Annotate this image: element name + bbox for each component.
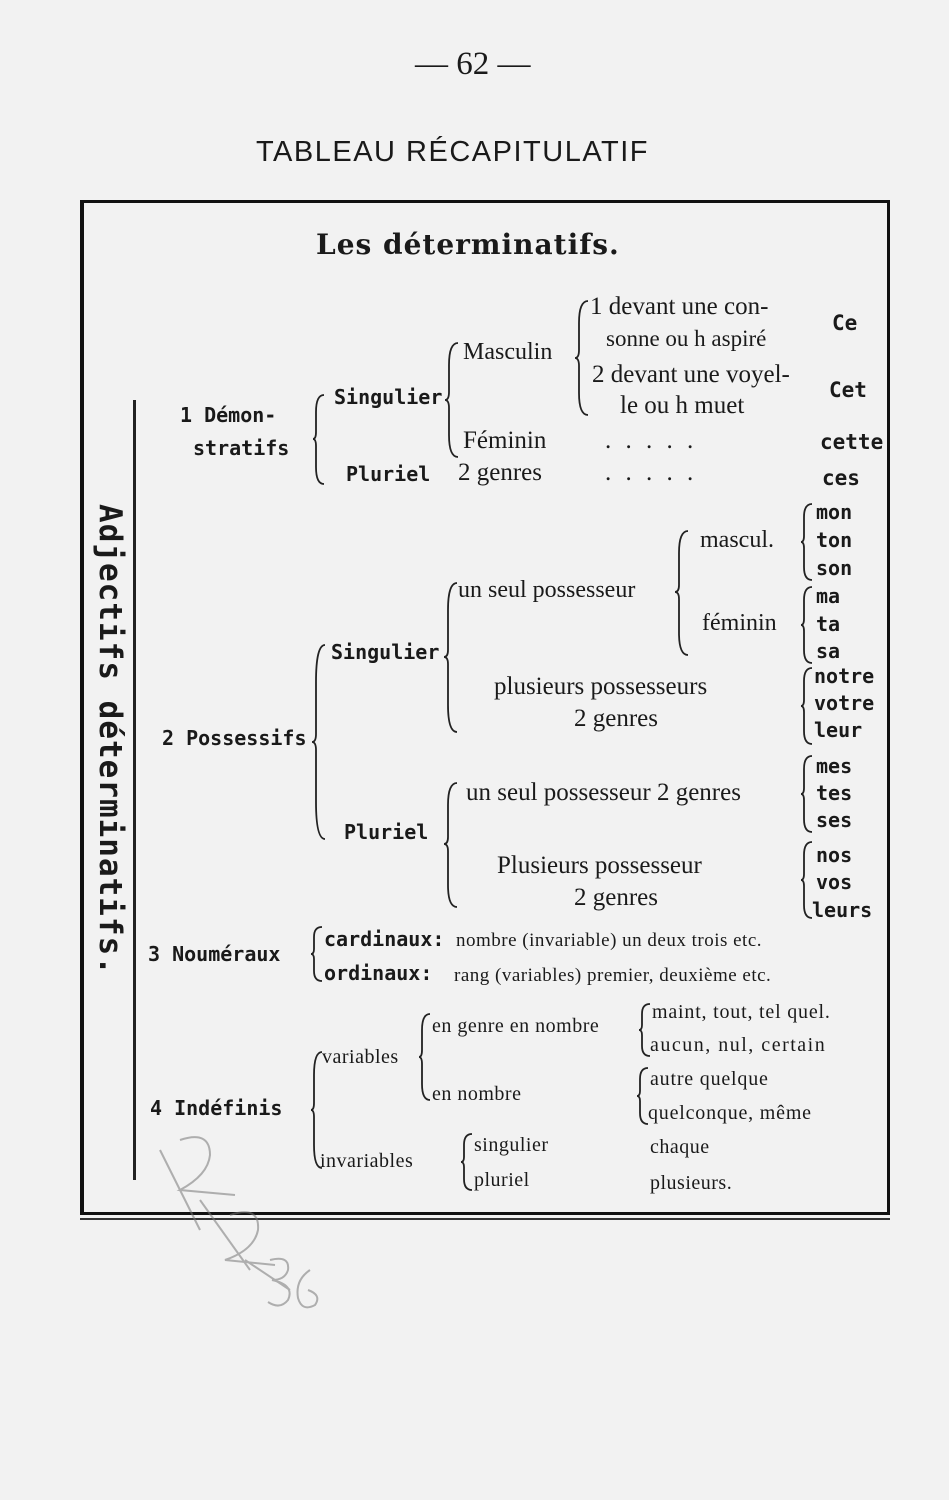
- numeraux-label: 3 Nouméraux: [148, 942, 281, 966]
- demonstratifs-feminin: Féminin: [463, 427, 547, 454]
- demonstratifs-singulier: Singulier: [334, 385, 443, 409]
- genre-nombre-line1: maint, tout, tel quel.: [652, 1001, 831, 1023]
- indefinis-label: 4 Indéfinis: [150, 1096, 283, 1120]
- poss-sa: sa: [816, 639, 841, 663]
- pl-plusieurs-genres: 2 genres: [574, 884, 658, 911]
- poss-leur: leur: [814, 718, 863, 742]
- invariables-singulier: singulier: [474, 1134, 549, 1156]
- singulier-brace: [444, 340, 464, 460]
- demonstratif-ce: Ce: [832, 311, 858, 335]
- demonstratifs-pluriel: Pluriel: [346, 462, 431, 486]
- indefini-chaque: chaque: [650, 1136, 710, 1158]
- poss-ma: ma: [816, 584, 841, 608]
- indefinis-invariables: invariables: [320, 1150, 414, 1172]
- pencil-marks: [140, 1120, 340, 1320]
- feminin-poss: féminin: [702, 610, 777, 636]
- poss-nos: nos: [816, 843, 853, 867]
- demonstratif-cet: Cet: [829, 378, 867, 402]
- poss-votre: votre: [814, 691, 875, 715]
- mes-brace: [800, 754, 816, 834]
- indefinis-variables: variables: [322, 1046, 399, 1068]
- poss-ta: ta: [816, 612, 841, 636]
- side-bracket-line: [133, 400, 136, 1180]
- indefini-plusieurs: plusieurs.: [650, 1172, 733, 1194]
- demonstratifs-label-2: stratifs: [193, 436, 290, 460]
- ma-brace: [800, 585, 816, 665]
- poss-notre: notre: [814, 664, 875, 688]
- demonstratif-ces: ces: [822, 466, 860, 490]
- en-genre-en-nombre: en genre en nombre: [432, 1015, 600, 1037]
- page-heading: TABLEAU RÉCAPITULATIF: [256, 136, 649, 168]
- possessifs-pluriel-brace: [443, 780, 463, 910]
- dots-2: . . . . .: [605, 459, 698, 486]
- possessifs-singulier-brace: [443, 580, 463, 735]
- poss-tes: tes: [816, 781, 853, 805]
- possessifs-brace: [311, 642, 331, 842]
- side-label: Adjectifs déterminatifs.: [92, 504, 128, 976]
- mascul: mascul.: [700, 527, 774, 553]
- poss-mon: mon: [816, 500, 853, 524]
- un-seul-possesseur: un seul possesseur: [458, 577, 636, 603]
- poss-mes: mes: [816, 754, 853, 778]
- plusieurs-genres: 2 genres: [574, 705, 658, 732]
- invariables-pluriel: pluriel: [474, 1169, 530, 1191]
- pl-plusieurs: Plusieurs possesseur: [497, 852, 702, 879]
- case2-line2: le ou h muet: [620, 392, 745, 419]
- ordinaux-text: rang (variables) premier, deuxième etc.: [454, 965, 772, 986]
- case2-line1: 2 devant une voyel-: [592, 361, 790, 388]
- possessifs-pluriel: Pluriel: [344, 820, 429, 844]
- cardinaux-text: nombre (invariable) un deux trois etc.: [456, 930, 763, 951]
- poss-ses: ses: [816, 808, 853, 832]
- demonstratifs-brace: [312, 392, 332, 487]
- poss-leurs: leurs: [812, 898, 873, 922]
- box-title: Les déterminatifs.: [316, 228, 620, 261]
- genre-nombre-line2: aucun, nul, certain: [650, 1034, 827, 1056]
- un-seul-brace: [674, 528, 694, 658]
- demonstratifs-masculin: Masculin: [463, 339, 553, 365]
- numeraux-ordinaux: ordinaux:: [324, 961, 433, 985]
- demonstratifs-genres: 2 genres: [458, 459, 542, 486]
- en-nombre-line1: autre quelque: [650, 1068, 769, 1090]
- pl-un-seul: un seul possesseur 2 genres: [466, 779, 741, 806]
- poss-vos: vos: [816, 870, 853, 894]
- page-number: — 62 —: [415, 46, 531, 82]
- case1-line1: 1 devant une con-: [590, 293, 769, 320]
- poss-son: son: [816, 556, 853, 580]
- en-nombre-line2: quelconque, même: [648, 1102, 812, 1124]
- demonstratif-cette: cette: [820, 430, 884, 454]
- possessifs-label: 2 Possessifs: [162, 726, 307, 750]
- numeraux-cardinaux: cardinaux:: [324, 927, 445, 951]
- mon-brace: [800, 502, 816, 582]
- case1-line2: sonne ou h aspiré: [606, 326, 767, 351]
- possessifs-singulier: Singulier: [331, 640, 440, 664]
- dots-1: . . . . .: [605, 427, 698, 454]
- en-nombre: en nombre: [432, 1083, 522, 1105]
- demonstratifs-label: 1 Démon-: [180, 403, 277, 427]
- plusieurs-possesseurs: plusieurs possesseurs: [494, 673, 708, 700]
- poss-ton: ton: [816, 528, 853, 552]
